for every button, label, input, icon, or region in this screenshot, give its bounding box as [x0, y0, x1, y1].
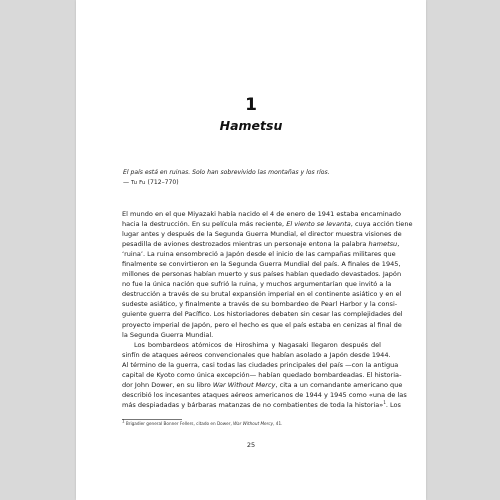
- text-line: capital de Kyoto como única excepción— habían quedado bombardeadas. El historia-: [122, 370, 402, 379]
- page-number: 25: [246, 441, 256, 449]
- text-line: Al término de la guerra, casi todas las ciudades principales del país —con la antigua: [122, 360, 399, 369]
- book-title: War Without Mercy: [212, 380, 276, 389]
- paragraph-2: [122, 340, 407, 410]
- text-line: millones de personas habían muerto y sus países habían quedado devastados. Japón: [122, 270, 402, 279]
- text-line: ‘ruina’. La ruina ensombreció a Japón desde el inicio de las campañas militares que: [122, 250, 396, 259]
- text-line: pesadilla de aviones destrozados mientras un personaje entona la palabra hametsu,: [122, 240, 400, 249]
- footnote: $^1$ Brigadier general Bonner Fellers, citado en Dower, War Without Mercy, 41.: [122, 418, 283, 426]
- text-line: guiente guerra del Pacífico. Los historiadores debaten sin cesar las complejidades del: [122, 310, 403, 319]
- text-line: destrucción a través de su brutal expansión imperial en el continente asiático y en el: [122, 290, 402, 299]
- term-hametsu: hametsu: [368, 240, 398, 249]
- text-line: lugar antes y después de la Segunda Guerra Mundial, el director muestra visiones de: [122, 230, 402, 239]
- epigraph-dates: (712–770): [145, 179, 179, 186]
- text-line: más despiadadas y bárbaras matanzas de no combatientes de toda la historia»$^1$. Los: [122, 399, 401, 409]
- text-line: no fue la única nación que sufrió la ruina, y muchos argumentarían que invitó a la: [122, 280, 392, 289]
- text-line: proyecto imperial de Japón, pero el hecho es que el país estaba en cenizas al final de: [122, 320, 402, 329]
- book-page: [76, 0, 426, 500]
- epigraph: [123, 168, 393, 188]
- text-line: sinfín de ataques aéreos convencionales que habían asolado a Japón desde 1944.: [122, 350, 391, 359]
- text-line: El mundo en el que Miyazaki había nacido el 4 de enero de 1941 estaba encaminado: [122, 210, 401, 218]
- footnote-number: 1: [122, 418, 125, 424]
- chapter-title: Hametsu: [219, 118, 283, 133]
- text-line: hacia la destrucción. En su película más reciente, El viento se levanta, cuya acción tiene: [122, 220, 413, 229]
- text-line: la Segunda Guerra Mundial.: [122, 330, 214, 339]
- text-line: dor John Dower, en su libro War Without Mercy, cita a un comandante americano que: [122, 380, 403, 389]
- epigraph-quote: El país está en ruinas. Solo han sobrevivido las montañas y los ríos.: [123, 169, 330, 176]
- footnote-work: War Without Mercy: [233, 421, 274, 426]
- body-text: [122, 209, 413, 410]
- text-line: Los bombardeos atómicos de Hiroshima y Nagasaki llegaron después del: [134, 340, 381, 349]
- epigraph-dash: —: [123, 179, 132, 186]
- epigraph-attribution: [123, 178, 393, 188]
- chapter-number: 1: [245, 95, 257, 115]
- text-line: describió los incesantes ataques aéreos americanos de 1944 y 1945 como «una de las: [122, 390, 407, 399]
- text-line: finalmente se convirtieron en la Segunda Guerra Mundial del país. A finales de 1945,: [122, 260, 401, 269]
- paragraph-1: [122, 209, 413, 340]
- text-line: sudeste asiático, y finalmente a través de su bombardeo de Pearl Harbor y la consi-: [122, 300, 398, 309]
- film-title: El viento se levanta: [286, 220, 351, 229]
- footnote-rule: [122, 419, 182, 420]
- epigraph-author: Tu Fu: [131, 180, 146, 186]
- footnote-ref: 1: [383, 399, 386, 405]
